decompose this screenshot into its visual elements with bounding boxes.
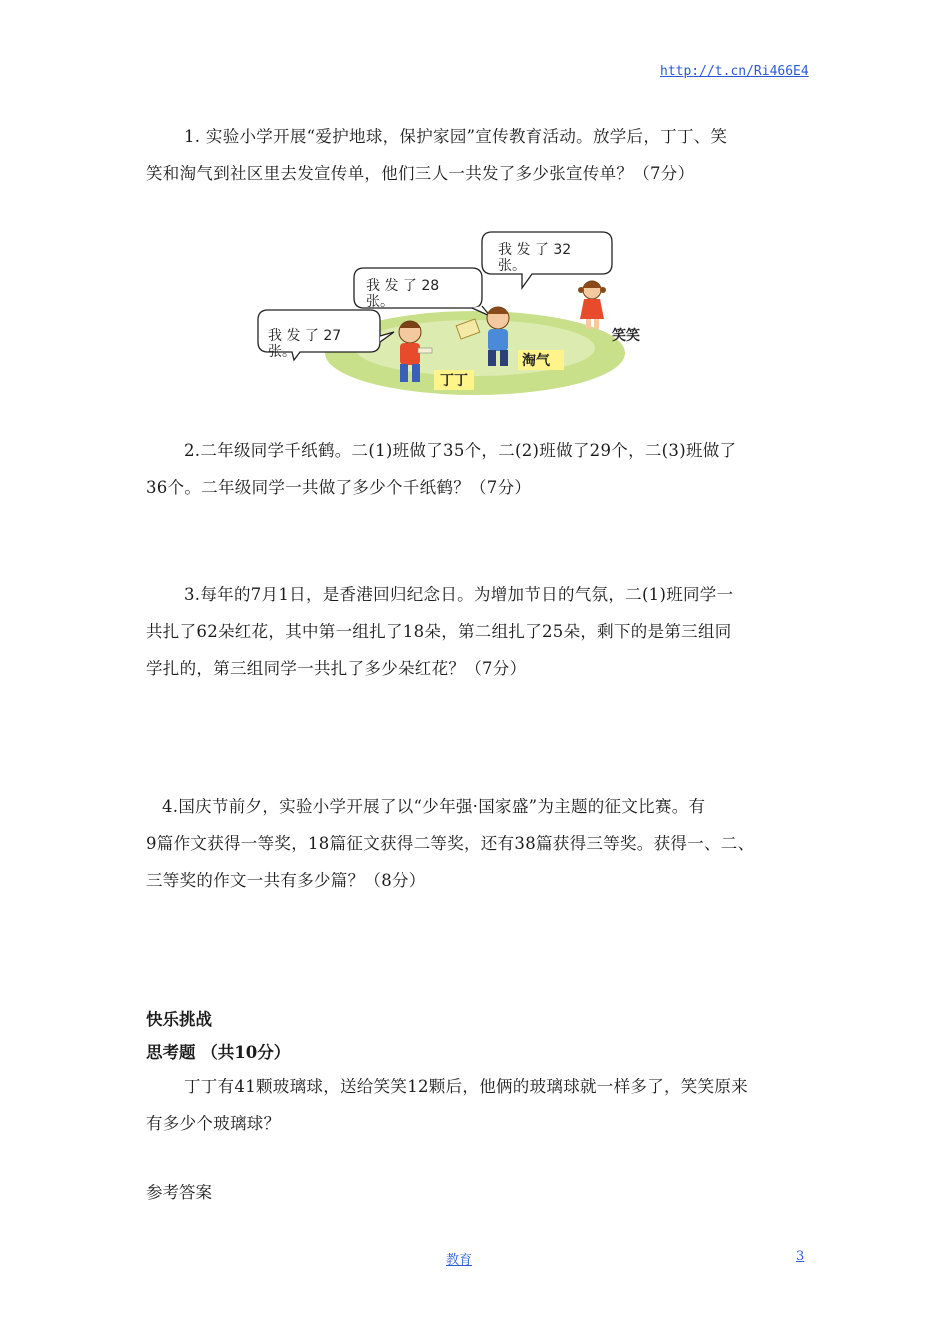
answers-title: 参考答案 — [146, 1183, 212, 1202]
question-4-line: 4.国庆节前夕，实验小学开展了以“少年强·国家盛”为主题的征文比赛。有 — [162, 797, 706, 816]
question-2-line: 2.二年级同学千纸鹤。二(1)班做了35个，二(2)班做了29个，二(3)班做了 — [184, 441, 737, 460]
section-title: 快乐挑战 — [146, 1010, 212, 1029]
question-4-line: 三等奖的作文一共有多少篇？（8分） — [146, 871, 426, 890]
speech-bubble-taoqi — [354, 268, 490, 316]
challenge-question — [146, 1068, 808, 1142]
bubble-text-line: 我 发 了 28 — [366, 278, 440, 294]
question-1 — [146, 118, 808, 192]
footer-link[interactable]: 教育 — [446, 1253, 473, 1268]
name-label-taoqi: 淘气 — [522, 353, 550, 369]
speech-bubble-xiaoxiao — [482, 232, 612, 288]
bubble-text-line: 张。 — [268, 344, 296, 360]
question-3 — [146, 576, 808, 687]
question-2 — [146, 432, 808, 506]
question-4-line: 9篇作文获得一等奖，18篇征文获得二等奖，还有38篇获得三等奖。获得一、二、 — [146, 834, 755, 853]
question-1-line: 笑和淘气到社区里去发宣传单，他们三人一共发了多少张宣传单？（7分） — [146, 164, 695, 183]
bubble-text-line: 张。 — [498, 258, 526, 274]
bubble-text-line: 张。 — [366, 294, 394, 310]
question-2-line: 36个。二年级同学一共做了多少个千纸鹤？（7分） — [146, 478, 532, 497]
challenge-question-line: 有多少个玻璃球？ — [146, 1114, 281, 1133]
xiaoxiao-figure — [578, 281, 606, 329]
question-1-line: 1. 实验小学开展“爱护地球，保护家园”宣传教育活动。放学后，丁丁、笑 — [184, 127, 728, 146]
header-link[interactable]: http://t.cn/Ri466E4 — [660, 64, 809, 79]
question-4 — [146, 788, 808, 899]
bubble-text-line: 我 发 了 27 — [268, 328, 342, 344]
challenge-subtitle: 思考题 （共10分） — [146, 1043, 291, 1062]
name-label-dingding: 丁丁 — [440, 373, 468, 389]
illustration-figure — [250, 228, 640, 400]
question-3-line: 共扎了62朵红花，其中第一组扎了18朵，第二组扎了25朵，剩下的是第三组同 — [146, 622, 732, 641]
question-3-line: 3.每年的7月1日，是香港回归纪念日。为增加节日的气氛，二(1)班同学一 — [184, 585, 734, 604]
bubble-text-line: 我 发 了 32 — [498, 242, 572, 258]
page-number: 3 — [796, 1249, 805, 1264]
name-label-xiaoxiao: 笑笑 — [612, 328, 640, 344]
question-3-line: 学扎的，第三组同学一共扎了多少朵红花？（7分） — [146, 659, 527, 678]
challenge-question-line: 丁丁有41颗玻璃球，送给笑笑12颗后，他俩的玻璃球就一样多了，笑笑原来 — [184, 1077, 748, 1096]
